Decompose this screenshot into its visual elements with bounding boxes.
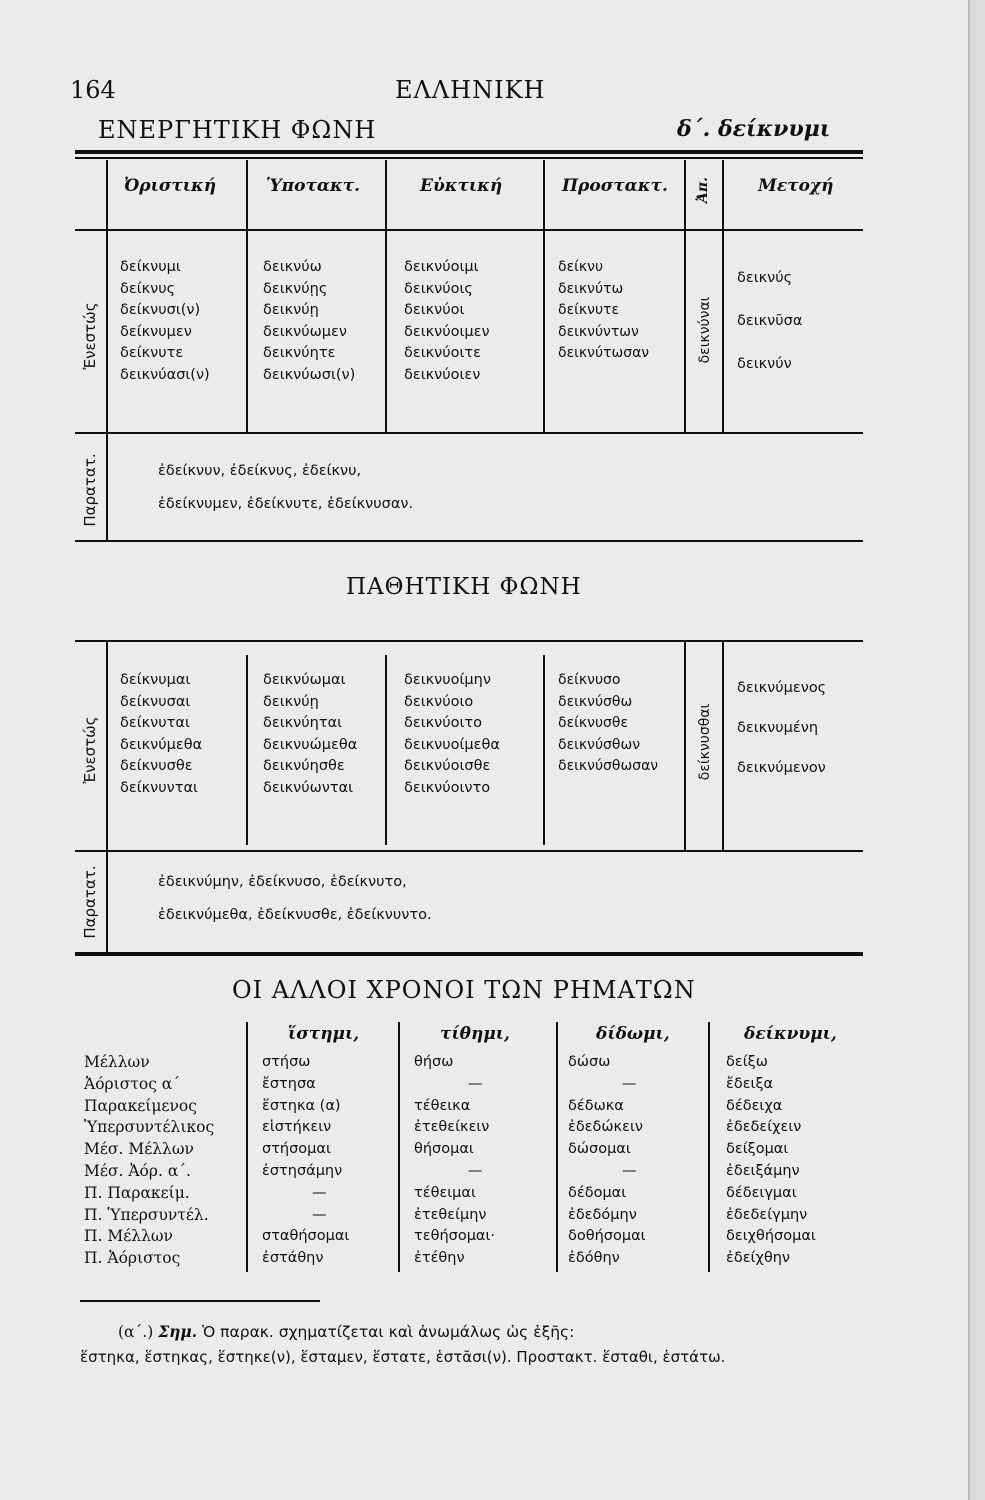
tenses-col-divider-2: [398, 1022, 400, 1272]
list-item: δεικνύητε: [263, 345, 336, 362]
list-item: Παρακείμενος: [84, 1096, 197, 1115]
list-item: δείκνυ: [558, 259, 604, 275]
list-item: Π. Μέλλων: [84, 1227, 173, 1246]
imperfect-bottom-rule: [75, 540, 863, 542]
list-item: δείκνυς: [120, 280, 176, 297]
header-indicative: Ὀριστική: [124, 176, 217, 196]
list-item: δείκνυμεν: [120, 323, 192, 340]
list-item: δεικνύοιτο: [404, 715, 483, 732]
list-item: δεικνύοι: [404, 302, 465, 319]
list-item: δεικνύωσι(ν): [263, 366, 356, 383]
list-item: δέδομαι: [568, 1184, 627, 1201]
passive-col-divider-1: [246, 655, 248, 845]
list-item: δεικνυώμεθα: [263, 736, 358, 753]
list-item: ἐδείχθην: [726, 1250, 790, 1267]
passive-present-label: Ἐνεστώς: [81, 716, 99, 784]
list-item: δεικνυοίμεθα: [404, 736, 500, 753]
list-item: δεικνύτωσαν: [558, 345, 650, 362]
active-imperative-list: [558, 257, 649, 365]
list-item: δεικνύν: [737, 356, 792, 372]
passive-col-divider-5: [722, 642, 724, 850]
list-item: ἐδεδείγμην: [726, 1206, 808, 1223]
col-divider-1: [246, 160, 248, 432]
verb-heading: δ΄. δείκνυμι: [677, 116, 831, 142]
list-item: ἐδειξάμην: [726, 1162, 800, 1179]
passive-col-divider-label: [106, 642, 108, 952]
list-item: δειχθήσομαι: [726, 1228, 816, 1245]
verb-head-deiknymi: δείκνυμι,: [744, 1024, 837, 1044]
list-item: δεικνύσθωσαν: [558, 758, 659, 775]
list-item: ἐστησάμην: [262, 1162, 343, 1179]
col-divider-4: [684, 160, 686, 432]
active-subjunctive-list: [263, 257, 355, 387]
list-item: δεικνύντων: [558, 323, 639, 340]
col-divider-label: [106, 160, 108, 540]
list-item: ἕστηκα (α): [262, 1097, 341, 1114]
list-item: ἐστάθην: [262, 1250, 324, 1267]
section-title-other-tenses: ΟΙ ΑΛΛΟΙ ΧΡΟΝΟΙ ΤΩΝ ΡΗΜΑΤΩΝ: [232, 976, 696, 1004]
active-imperfect-label: Παρατατ.: [81, 453, 99, 527]
list-item: δεικνύς: [737, 270, 793, 286]
header-imperative: Προστακτ.: [562, 176, 668, 196]
passive-imperfect-label: Παρατατ.: [81, 865, 99, 939]
list-item: δεικνύωμαι: [263, 672, 346, 688]
passive-col-divider-2: [385, 655, 387, 845]
verb-head-didomi: δίδωμι,: [596, 1024, 670, 1044]
histemi-forms: [262, 1052, 349, 1270]
list-item: δεικνύσθων: [558, 736, 641, 753]
active-infinitive: δεικνύναι: [697, 296, 713, 364]
active-imperfect-line1: ἐδείκνυν, ἐδείκνυς, ἐδείκνυ,: [158, 463, 362, 479]
passive-bottom-rule: [75, 952, 863, 956]
running-title: ΕΛΛΗΝΙΚΗ: [395, 76, 546, 104]
list-item: δεικνύσθω: [558, 693, 633, 710]
list-item: δείκνυσαι: [120, 693, 191, 710]
table-top-rule: [75, 150, 863, 154]
list-item: Μέσ. Ἀόρ. α΄.: [84, 1161, 191, 1180]
list-item: Ὑπερσυντέλικος: [84, 1118, 215, 1137]
footnote-marker: (α΄.): [118, 1323, 154, 1341]
header-subjunctive: Ὑποτακτ.: [266, 176, 361, 196]
verb-head-tithemi: τίθημι,: [440, 1024, 510, 1044]
passive-participle-list: [737, 668, 826, 788]
active-imperfect-line2: ἐδείκνυμεν, ἐδείκνυτε, ἐδείκνυσαν.: [158, 496, 414, 512]
list-item: Μέλλων: [84, 1053, 150, 1071]
tenses-col-divider-4: [708, 1022, 710, 1272]
list-item: δεικνύμενος: [737, 680, 827, 696]
list-item: τέθειμαι: [414, 1184, 476, 1201]
passive-top-rule: [75, 640, 863, 642]
list-item: δέδειχα: [726, 1097, 783, 1114]
passive-infinitive: δείκνυσθαι: [697, 703, 713, 781]
didomi-forms: [568, 1052, 646, 1270]
list-item: τέθεικα: [414, 1097, 471, 1114]
list-item: δεικνύωνται: [263, 779, 354, 796]
list-item: ἐδεδείχειν: [726, 1119, 802, 1136]
list-item: ἐδεδόμην: [568, 1206, 637, 1223]
col-divider-3: [543, 160, 545, 432]
list-item: ἔδειξα: [726, 1075, 774, 1092]
list-item: δείκνυμι: [120, 259, 181, 275]
list-item: δεικνύοιμι: [404, 259, 479, 275]
list-item: τεθήσομαι·: [414, 1228, 495, 1245]
list-item: δεικνύοις: [404, 280, 473, 297]
list-item: —: [312, 1206, 327, 1223]
header-optative: Εὐκτική: [420, 176, 503, 196]
footnote-line-1: [118, 1322, 574, 1341]
list-item: Ἀόριστος α΄: [84, 1074, 181, 1093]
list-item: δεικνύοισθε: [404, 758, 491, 775]
list-item: θήσομαι: [414, 1141, 474, 1158]
list-item: δείκνυσο: [558, 672, 621, 688]
list-item: ἐτέθην: [414, 1250, 465, 1267]
list-item: δείξομαι: [726, 1141, 789, 1158]
passive-optative-list: [404, 670, 500, 800]
footnote-label: Σημ.: [158, 1322, 198, 1341]
active-optative-list: [404, 257, 490, 387]
list-item: δέδειγμαι: [726, 1184, 797, 1201]
list-item: δεικνυμένη: [737, 720, 819, 736]
footnote-rule: [80, 1300, 320, 1302]
list-item: σταθήσομαι: [262, 1228, 350, 1245]
list-item: δείκνυσι(ν): [120, 302, 201, 319]
list-item: δεικνύασι(ν): [120, 366, 210, 383]
list-item: δεικνύμεθα: [120, 736, 203, 753]
passive-col-divider-3: [543, 655, 545, 845]
list-item: δεικνύοιντο: [404, 779, 491, 796]
list-item: δέδωκα: [568, 1097, 624, 1114]
section-title-passive: ΠΑΘΗΤΙΚΗ ΦΩΝΗ: [346, 574, 582, 600]
list-item: ἔστησα: [262, 1075, 316, 1092]
passive-indicative-list: [120, 670, 202, 800]
list-item: δείκνυσθε: [558, 715, 629, 732]
list-item: δεικνύοιεν: [404, 366, 481, 383]
list-item: δεικνύῃς: [263, 280, 328, 297]
passive-col-divider-4: [684, 642, 686, 850]
list-item: Π. Ἀόριστος: [84, 1249, 181, 1268]
list-item: στήσω: [262, 1054, 311, 1070]
list-item: δεικνύοιμεν: [404, 323, 490, 340]
list-item: —: [312, 1184, 327, 1201]
header-infinitive: Ἀπ.: [695, 177, 711, 203]
list-item: —: [622, 1075, 637, 1092]
list-item: δεικνύοιτε: [404, 345, 481, 362]
present-bottom-rule: [75, 432, 863, 434]
list-item: δείξω: [726, 1054, 768, 1070]
col-divider-5: [722, 160, 724, 432]
list-item: ἐδεδώκειν: [568, 1119, 643, 1136]
list-item: δεικνύοιο: [404, 693, 474, 710]
list-item: δείκνυνται: [120, 779, 198, 796]
list-item: δείκνυτε: [120, 345, 184, 362]
list-item: δώσω: [568, 1054, 611, 1070]
active-participle-list: [737, 257, 802, 386]
list-item: δεικνύῃ: [263, 302, 319, 319]
list-item: —: [622, 1162, 637, 1179]
passive-imperative-list: [558, 670, 658, 778]
list-item: δεικνυοίμην: [404, 672, 491, 688]
list-item: δεικνῦσα: [737, 313, 803, 329]
tithemi-forms: [414, 1052, 495, 1270]
active-indicative-list: [120, 257, 210, 387]
deiknymi-forms: [726, 1052, 816, 1270]
list-item: δείκνυτε: [558, 302, 620, 319]
list-item: ἐδόθην: [568, 1250, 620, 1267]
passive-subjunctive-list: [263, 670, 357, 800]
list-item: δεικνύω: [263, 259, 322, 275]
page-edge: [968, 0, 985, 1500]
section-title-active: ΕΝΕΡΓΗΤΙΚΗ ΦΩΝΗ: [98, 116, 377, 144]
passive-imperfect-line2: ἐδεικνύμεθα, ἐδείκνυσθε, ἐδείκνυντο.: [158, 907, 432, 923]
list-item: —: [468, 1162, 483, 1179]
list-item: Π. Ὑπερσυντέλ.: [84, 1205, 209, 1224]
list-item: δεικνύῃ: [263, 693, 319, 710]
list-item: εἱστήκειν: [262, 1119, 332, 1136]
footnote-line-2: ἕστηκα, ἕστηκας, ἕστηκε(ν), ἕσταμεν, ἕστατε, ἑστᾶσι(ν). Προστακτ. ἕσταθι, ἑστάτω.: [80, 1348, 726, 1366]
verb-head-histemi: ἵστημι,: [288, 1024, 360, 1044]
active-present-label: Ἐνεστώς: [81, 302, 99, 370]
list-item: ἐτεθείμην: [414, 1206, 487, 1223]
list-item: δείκνυμαι: [120, 672, 191, 688]
list-item: Μέσ. Μέλλων: [84, 1140, 194, 1159]
list-item: θήσω: [414, 1054, 454, 1070]
list-item: δεικνύμενον: [737, 760, 826, 776]
list-item: δείκνυσθε: [120, 758, 193, 775]
list-item: δοθήσομαι: [568, 1228, 646, 1245]
list-item: δεικνύωμεν: [263, 323, 347, 340]
list-item: δεικνύησθε: [263, 758, 345, 775]
page-number: 164: [70, 76, 116, 104]
list-item: ἐτεθείκειν: [414, 1119, 490, 1136]
footnote-text: Ὁ παρακ. σχηματίζεται καὶ ἀνωμάλως ὡς ἑξῆς:: [202, 1323, 575, 1341]
header-bottom-rule: [75, 229, 863, 231]
list-item: Π. Παρακείμ.: [84, 1183, 190, 1202]
list-item: δώσομαι: [568, 1141, 631, 1158]
table-top-rule-2: [75, 157, 863, 159]
col-divider-2: [385, 160, 387, 432]
list-item: δείκνυται: [120, 715, 190, 732]
passive-imperfect-line1: ἐδεικνύμην, ἐδείκνυσο, ἐδείκνυτο,: [158, 874, 407, 890]
list-item: —: [468, 1075, 483, 1092]
list-item: δεικνύηται: [263, 715, 343, 732]
header-participle: Μετοχή: [758, 176, 834, 196]
tense-label-list: [84, 1052, 214, 1270]
passive-present-bottom-rule: [75, 850, 863, 852]
tenses-col-divider-3: [556, 1022, 558, 1272]
tenses-col-divider-1: [246, 1022, 248, 1272]
list-item: στήσομαι: [262, 1141, 331, 1158]
list-item: δεικνύτω: [558, 280, 624, 297]
